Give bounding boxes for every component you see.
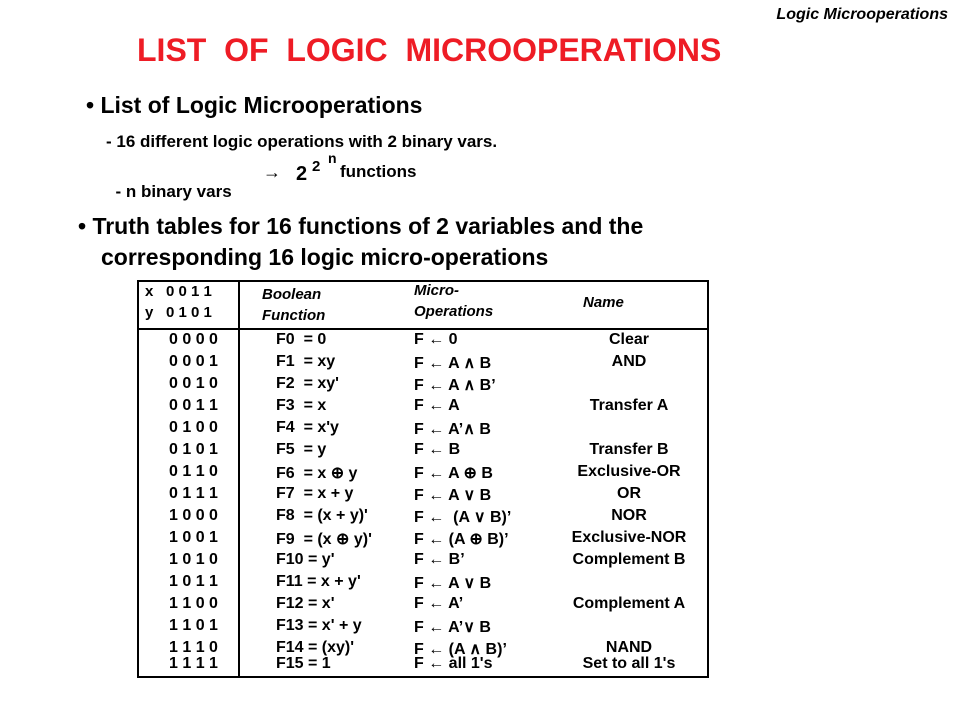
row-bits: 1 0 1 0 xyxy=(169,551,218,568)
row-boolean-function: F4 = x'y xyxy=(276,419,339,436)
row-name: Complement B xyxy=(572,551,686,568)
header-micro-operations-2: Operations xyxy=(414,303,494,320)
row-bits: 1 1 0 1 xyxy=(169,617,218,634)
row-micro-operation: F ← A xyxy=(414,397,460,414)
row-micro-operation: F ← A ∨ B xyxy=(414,487,492,504)
table-row xyxy=(139,353,707,375)
row-micro-operation: F ← A’ xyxy=(414,595,464,612)
table-row xyxy=(139,463,707,485)
row-bits: 1 0 0 1 xyxy=(169,529,218,546)
row-boolean-function: F12 = x' xyxy=(276,595,335,612)
arrow-symbol: → xyxy=(263,162,281,182)
row-micro-operation: F ← (A ⊕ B)’ xyxy=(414,531,509,548)
row-name: AND xyxy=(611,353,647,370)
table-row xyxy=(139,551,707,573)
header-micro-operations-1: Micro- xyxy=(414,282,459,299)
row-micro-operation: F ← A ∧ B’ xyxy=(414,377,496,394)
row-name: Set to all 1's xyxy=(582,655,676,672)
row-bits: 0 0 0 1 xyxy=(169,353,218,370)
page-title: LIST OF LOGIC MICROOPERATIONS xyxy=(137,32,722,68)
row-micro-operation: F ← A’∧ B xyxy=(414,421,491,438)
row-boolean-function: F6 = x ⊕ y xyxy=(276,465,358,482)
table-row xyxy=(139,507,707,529)
row-bits: 1 1 1 0 xyxy=(169,639,218,656)
row-micro-operation: F ← all 1's xyxy=(414,655,493,672)
row-boolean-function: F0 = 0 xyxy=(276,331,327,348)
row-bits: 0 1 1 1 xyxy=(169,485,218,502)
row-bits: 1 1 1 1 xyxy=(169,655,218,672)
row-name: Exclusive-NOR xyxy=(571,529,687,546)
bullet-list-of-logic-microoperations: • List of Logic Microoperations xyxy=(86,92,423,118)
row-bits: 0 1 1 0 xyxy=(169,463,218,480)
row-name: Clear xyxy=(608,331,650,348)
row-name: Transfer B xyxy=(589,441,669,458)
table-row xyxy=(139,595,707,617)
row-boolean-function: F8 = (x + y)' xyxy=(276,507,368,524)
table-row xyxy=(139,617,707,639)
row-boolean-function: F9 = (x ⊕ y)' xyxy=(276,531,372,548)
table-row xyxy=(139,655,707,677)
table-row xyxy=(139,441,707,463)
bullet-truth-tables-continuation: corresponding 16 logic micro-operations xyxy=(101,244,549,270)
header-y-bits: 0 1 0 1 xyxy=(166,304,212,321)
table-row xyxy=(139,485,707,507)
row-bits: 0 0 0 0 xyxy=(169,331,218,348)
row-micro-operation: F ← B xyxy=(414,441,461,458)
row-boolean-function: F10 = y' xyxy=(276,551,335,568)
row-bits: 0 0 1 0 xyxy=(169,375,218,392)
line-functions-suffix: functions xyxy=(340,162,417,181)
row-micro-operation: F ← B’ xyxy=(414,551,465,568)
row-micro-operation: F ← A’∨ B xyxy=(414,619,491,636)
row-name: NAND xyxy=(605,639,653,656)
row-boolean-function: F2 = xy' xyxy=(276,375,339,392)
row-name: Exclusive-OR xyxy=(577,463,681,480)
header-name: Name xyxy=(583,294,624,311)
header-x-bits: 0 0 1 1 xyxy=(166,283,212,300)
row-bits: 1 1 0 0 xyxy=(169,595,218,612)
table-row xyxy=(139,573,707,595)
row-boolean-function: F3 = x xyxy=(276,397,327,414)
row-boolean-function: F11 = x + y' xyxy=(276,573,361,590)
corner-label: Logic Microoperations xyxy=(776,6,948,23)
formula-base: 2 xyxy=(296,163,308,185)
row-bits: 0 1 0 0 xyxy=(169,419,218,436)
row-micro-operation: F ← (A ∨ B)’ xyxy=(414,509,512,526)
table-row xyxy=(139,529,707,551)
row-micro-operation: F ← A ⊕ B xyxy=(414,465,493,482)
row-name: Complement A xyxy=(572,595,686,612)
header-boolean-function-1: Boolean xyxy=(262,286,322,303)
table-horizontal-divider xyxy=(139,328,707,330)
row-bits: 0 1 0 1 xyxy=(169,441,218,458)
header-x-label: x xyxy=(145,283,154,300)
row-micro-operation: F ← A ∨ B xyxy=(414,575,492,592)
table-row xyxy=(139,419,707,441)
bullet-truth-tables: • Truth tables for 16 functions of 2 variables and the xyxy=(78,213,644,239)
row-boolean-function: F7 = x + y xyxy=(276,485,354,502)
table-row xyxy=(139,331,707,353)
row-bits: 0 0 1 1 xyxy=(169,397,218,414)
row-micro-operation: F ← (A ∧ B)’ xyxy=(414,641,507,658)
row-bits: 1 0 1 1 xyxy=(169,573,218,590)
table-row xyxy=(139,375,707,397)
row-boolean-function: F15 = 1 xyxy=(276,655,331,672)
row-boolean-function: F13 = x' + y xyxy=(276,617,362,634)
row-name: Transfer A xyxy=(589,397,669,414)
row-name: NOR xyxy=(611,507,647,524)
row-micro-operation: F ← A ∧ B xyxy=(414,355,492,372)
truth-table xyxy=(137,280,709,678)
formula-exponent-n: n xyxy=(328,150,337,166)
line-n-binary-vars-prefix: - n binary vars xyxy=(115,182,232,201)
row-boolean-function: F5 = y xyxy=(276,441,327,458)
line-16-operations: - 16 different logic operations with 2 binary vars. xyxy=(106,132,498,151)
line-n-binary-vars xyxy=(106,162,232,202)
formula-exponent: 2 xyxy=(312,158,321,175)
row-boolean-function: F14 = (xy)' xyxy=(276,639,355,656)
header-y-label: y xyxy=(145,304,154,321)
row-name: OR xyxy=(617,485,641,502)
table-row xyxy=(139,397,707,419)
row-bits: 1 0 0 0 xyxy=(169,507,218,524)
header-boolean-function-2: Function xyxy=(262,307,326,324)
row-boolean-function: F1 = xy xyxy=(276,353,336,370)
row-micro-operation: F ← 0 xyxy=(414,331,458,348)
